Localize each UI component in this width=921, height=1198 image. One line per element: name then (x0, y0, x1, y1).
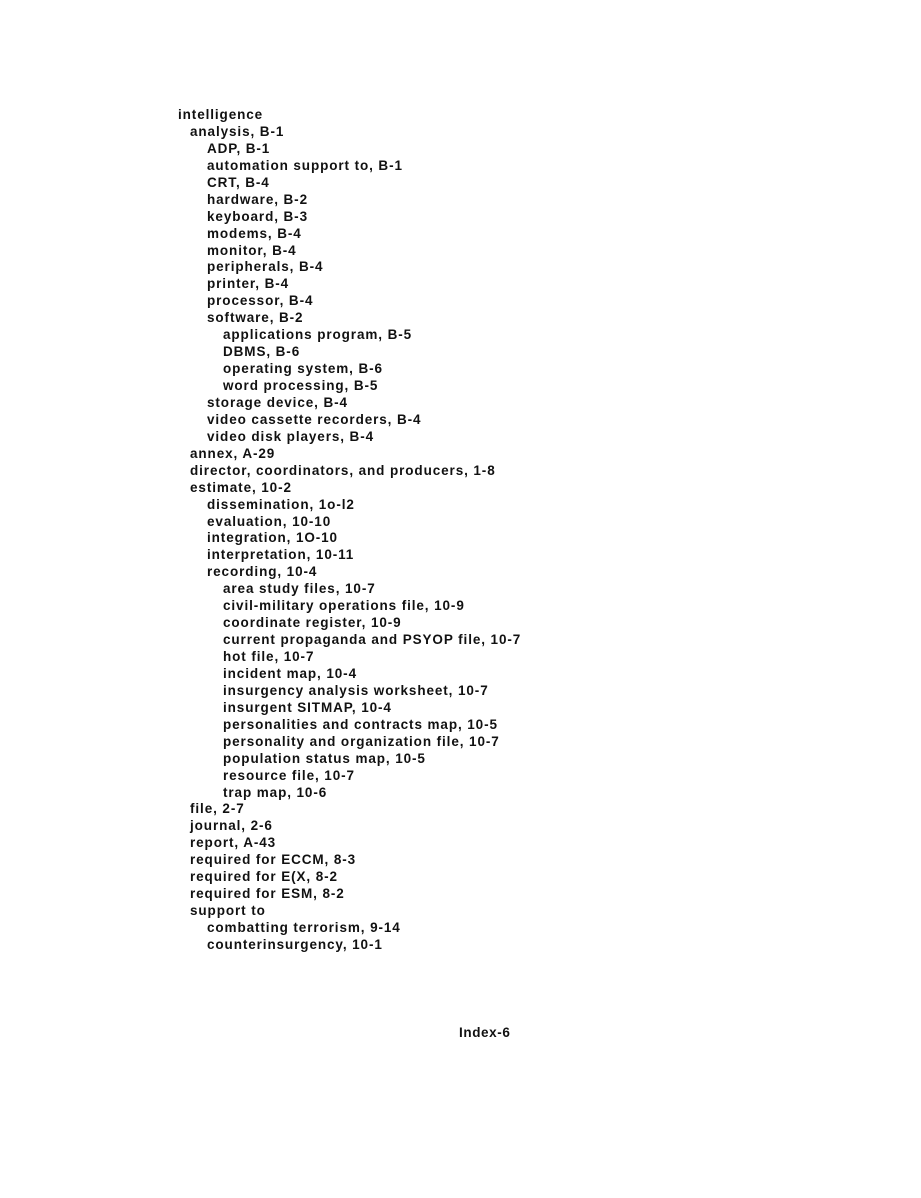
index-entry: hot file, 10-7 (223, 649, 315, 664)
index-entry: insurgency analysis worksheet, 10-7 (223, 682, 489, 698)
index-entry: personalities and contracts map, 10-5 (223, 716, 498, 732)
index-entry: estimate, 10-2 (190, 479, 292, 495)
index-entry: evaluation, 10-10 (207, 513, 332, 529)
index-entry: video disk players, B-4 (207, 428, 375, 444)
index-entry: dissemination, 1o-l2 (207, 496, 355, 512)
index-entry: required for ECCM, 8-3 (190, 852, 357, 868)
index-entry: ADP, B-1 (207, 140, 271, 156)
index-entry: modems, B-4 (207, 225, 302, 241)
index-entry: word processing, B-5 (223, 378, 379, 393)
index-entry: applications program, B-5 (223, 327, 413, 343)
index-entry: file, 2-7 (190, 801, 245, 817)
index-entry: counterinsurgency, 10-1 (207, 936, 383, 952)
index-entry: director, coordinators, and producers, 1-8 (190, 462, 496, 478)
index-entry: recording, 10-4 (207, 564, 318, 580)
index-entry: peripherals, B-4 (207, 259, 324, 275)
index-entry: printer, B-4 (207, 276, 290, 292)
index-entry: report, A-43 (190, 835, 277, 851)
index-entry: interpretation, 10-11 (207, 547, 355, 563)
index-entry: current propaganda and PSYOP file, 10-7 (223, 632, 522, 648)
index-entry: automation support to, B-1 (207, 157, 403, 173)
index-entry: operating system, B-6 (223, 361, 383, 377)
index-entry: incident map, 10-4 (223, 665, 357, 681)
index-entry: insurgent SITMAP, 10-4 (223, 699, 392, 715)
index-entry: required for E(X, 8-2 (190, 869, 338, 885)
index-entry: area study files, 10-7 (223, 581, 376, 597)
index-list (178, 106, 521, 953)
index-entry: required for ESM, 8-2 (190, 886, 345, 902)
index-entry: journal, 2-6 (190, 818, 273, 834)
index-entry: keyboard, B-3 (207, 208, 308, 224)
index-entry: trap map, 10-6 (223, 784, 328, 800)
index-entry: combatting terrorism, 9-14 (207, 920, 401, 935)
index-entry: software, B-2 (207, 310, 304, 326)
index-entry: population status map, 10-5 (223, 750, 426, 766)
index-entry: coordinate register, 10-9 (223, 615, 402, 631)
index-entry: annex, A-29 (190, 445, 276, 461)
index-entry: resource file, 10-7 (223, 767, 355, 783)
index-entry: CRT, B-4 (207, 174, 270, 190)
index-entry: analysis, B-1 (190, 123, 285, 139)
index-entry: processor, B-4 (207, 293, 314, 309)
index-entry: monitor, B-4 (207, 242, 297, 258)
page-number: Index-6 (459, 1025, 511, 1040)
index-entry: personality and organization file, 10-7 (223, 733, 500, 749)
index-entry: DBMS, B-6 (223, 344, 301, 360)
index-entry: video cassette recorders, B-4 (207, 411, 422, 427)
index-entry: support to (190, 903, 266, 919)
index-entry: hardware, B-2 (207, 191, 308, 207)
index-entry: integration, 1O-10 (207, 530, 338, 546)
index-entry: civil-military operations file, 10-9 (223, 598, 465, 614)
index-entry: storage device, B-4 (207, 394, 348, 410)
index-entry: intelligence (178, 107, 264, 122)
